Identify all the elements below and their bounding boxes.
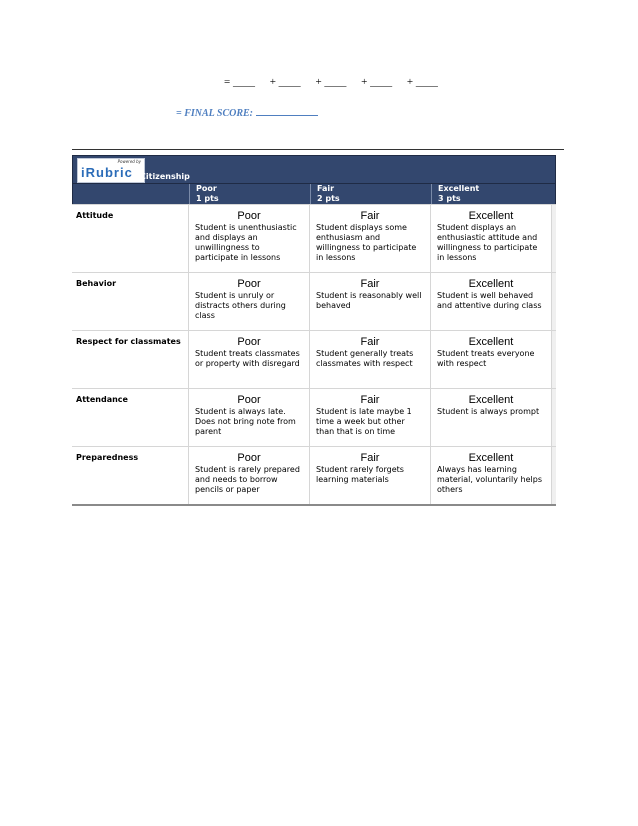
- score-line: [224, 76, 450, 88]
- score-blank-2: + ____: [269, 76, 301, 88]
- rubric-cell[interactable]: Excellent Student displays an enthusiastic attitude and willingness to participate in lessons: [430, 205, 551, 272]
- criterion-header-blank: [73, 184, 189, 204]
- rubric-cell[interactable]: Excellent Student is well behaved and attentive during class: [430, 273, 551, 330]
- rubric-cell[interactable]: Excellent Always has learning material, voluntarily helps others: [430, 447, 551, 504]
- rubric-header: [72, 155, 556, 184]
- column-header-fair: Fair 2 pts: [310, 184, 431, 204]
- table-row: [72, 446, 556, 504]
- rubric-table: [72, 155, 556, 506]
- scrollbar-track[interactable]: [551, 389, 556, 446]
- scrollbar-track[interactable]: [551, 331, 556, 388]
- scrollbar-track[interactable]: [551, 447, 556, 504]
- final-score: [176, 106, 318, 119]
- score-blank-5: + ____: [406, 76, 438, 88]
- table-row: [72, 388, 556, 446]
- rubric-cell[interactable]: Poor Student treats classmates or property with disregard: [188, 331, 309, 388]
- rubric-cell[interactable]: Excellent Student is always prompt: [430, 389, 551, 446]
- brand-text: iRubric: [81, 165, 133, 180]
- rubric-cell[interactable]: Fair Student generally treats classmates with respect: [309, 331, 430, 388]
- score-blank-1: = ____: [224, 76, 255, 88]
- divider: [72, 149, 564, 150]
- rubric-cell[interactable]: Fair Student rarely forgets learning materials: [309, 447, 430, 504]
- criterion-label: Behavior: [76, 279, 117, 288]
- rubric-cell[interactable]: Excellent Student treats everyone with respect: [430, 331, 551, 388]
- criterion-label: Attitude: [76, 211, 114, 220]
- scrollbar-track[interactable]: [551, 205, 556, 272]
- score-blank-3: + ____: [315, 76, 347, 88]
- score-blank-4: + ____: [361, 76, 393, 88]
- table-row: [72, 330, 556, 388]
- header-spacer: [552, 184, 555, 204]
- rubric-cell[interactable]: Poor Student is unruly or distracts others during class: [188, 273, 309, 330]
- criterion-label: Preparedness: [76, 453, 139, 462]
- criterion-label: Attendance: [76, 395, 128, 404]
- final-score-blank: [256, 106, 318, 116]
- rubric-cell[interactable]: Fair Student displays some enthusiasm and willingness to participate in lessons: [309, 205, 430, 272]
- column-headers: [72, 184, 556, 204]
- rubric-title: Citizenship: [140, 172, 190, 181]
- rubric-cell[interactable]: Poor Student is always late. Does not bring note from parent: [188, 389, 309, 446]
- powered-by-text: Powered by: [117, 159, 141, 164]
- rubric-cell[interactable]: Fair Student is late maybe 1 time a week but other than that is on time: [309, 389, 430, 446]
- column-header-excellent: Excellent 3 pts: [431, 184, 552, 204]
- scrollbar-track[interactable]: [551, 273, 556, 330]
- table-row: [72, 204, 556, 272]
- rubric-cell[interactable]: Fair Student is reasonably well behaved: [309, 273, 430, 330]
- rubric-cell[interactable]: Poor Student is unenthusiastic and displays an unwillingness to participate in lessons: [188, 205, 309, 272]
- table-row: [72, 272, 556, 330]
- criterion-label: Respect for classmates: [76, 337, 181, 346]
- column-header-poor: Poor 1 pts: [189, 184, 310, 204]
- rubric-cell[interactable]: Poor Student is rarely prepared and needs to borrow pencils or paper: [188, 447, 309, 504]
- irubric-logo[interactable]: [77, 158, 145, 183]
- final-score-label: = FINAL SCORE:: [176, 108, 254, 119]
